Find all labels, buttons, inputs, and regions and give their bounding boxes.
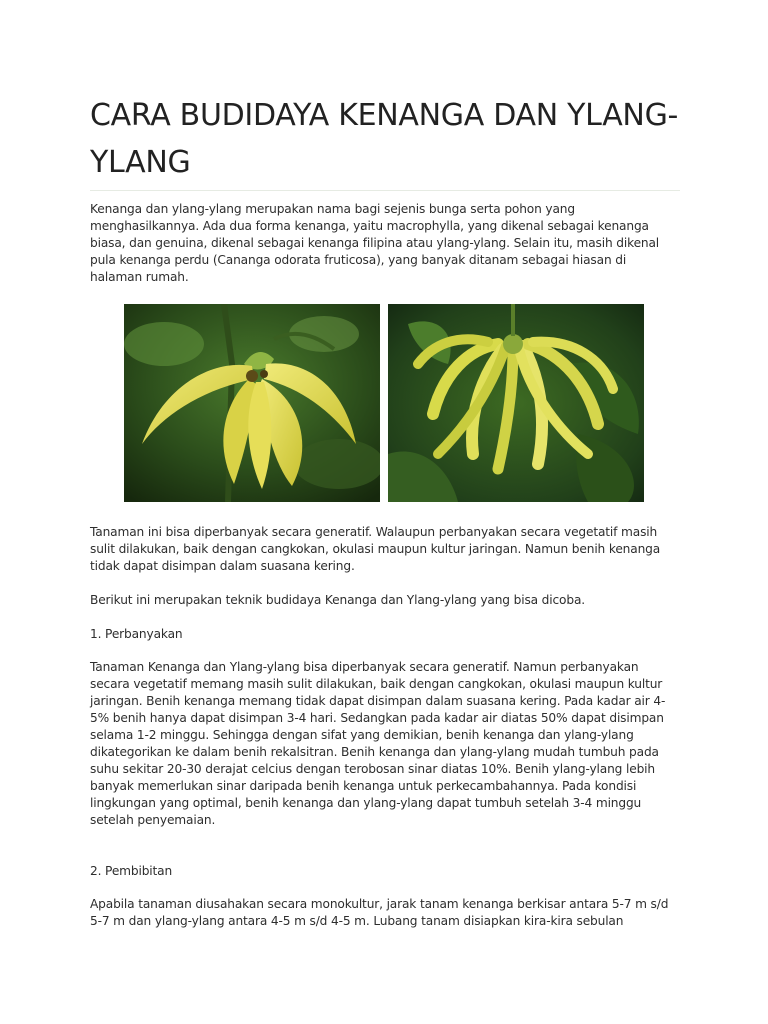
article-title: CARA BUDIDAYA KENANGA DAN YLANG-YLANG bbox=[90, 98, 679, 180]
flower-photos bbox=[124, 304, 680, 502]
intro-paragraph: Kenanga dan ylang-ylang merupakan nama bagi sejenis bunga serta pohon yang menghasilkannya. Ada dua forma kenanga, yaitu macrophylla, yang dikenal sebagai kenanga biasa, dan genuina, dikenal sebagai kenanga filipina atau ylang-ylang. Selain itu, masih dikenal pula kenanga perdu (Cananga odorata fruticosa), yang banyak ditanam sebagai hiasan di halaman rumah. bbox=[90, 202, 660, 284]
list-intro-paragraph: Berikut ini merupakan teknik budidaya Kenanga dan Ylang-ylang yang bisa dicoba. bbox=[90, 593, 585, 607]
article bbox=[90, 92, 680, 930]
ylang-ylang-flower-photo bbox=[388, 304, 644, 502]
perbanyakan-paragraph: Tanaman Kenanga dan Ylang-ylang bisa diperbanyak secara generatif. Namun perbanyakan secara vegetatif memang masih sulit dilakukan, baik dengan cangkokan, okulasi maupun kultur jaringan. Benih kenanga memang tidak dapat disimpan dalam suasana kering. Pada kadar air 4-5% benih hanya dapat disimpan 3-4 hari. Sedangkan pada kadar air diatas 50% dapat disimpan selama 1-2 minggu. Sehingga dengan sifat yang demikian, benih kenanga dan ylang-ylang dikategorikan ke dalam benih rekalsitran. Benih kenanga dan ylang-ylang mudah tumbuh pada suhu sekitar 20-30 derajat celcius dengan terobosan sinar diatas 10%. Benih ylang-ylang lebih banyak memerlukan sinar daripada benih kenanga untuk perkecambahannya. Pada kondisi lingkungan yang optimal, benih kenanga dan ylang-ylang dapat tumbuh setelah 3-4 minggu setelah penyemaian. bbox=[90, 660, 666, 827]
section-heading-pembibitan: 2. Pembibitan bbox=[90, 864, 173, 878]
section-heading-perbanyakan: 1. Perbanyakan bbox=[90, 627, 183, 641]
propagation-paragraph: Tanaman ini bisa diperbanyak secara generatif. Walaupun perbanyakan secara vegetatif masih sulit dilakukan, baik dengan cangkokan, okulasi maupun kultur jaringan. Namun benih kenanga tidak dapat disimpan dalam suasana kering. bbox=[90, 525, 661, 573]
kenanga-flower-photo bbox=[124, 304, 380, 502]
title-divider bbox=[90, 190, 680, 191]
pembibitan-paragraph: Apabila tanaman diusahakan secara monokultur, jarak tanam kenanga berkisar antara 5-7 m s/d 5-7 m dan ylang-ylang antara 4-5 m s/d 4-5 m. Lubang tanam disiapkan kira-kira sebulan bbox=[90, 897, 669, 928]
